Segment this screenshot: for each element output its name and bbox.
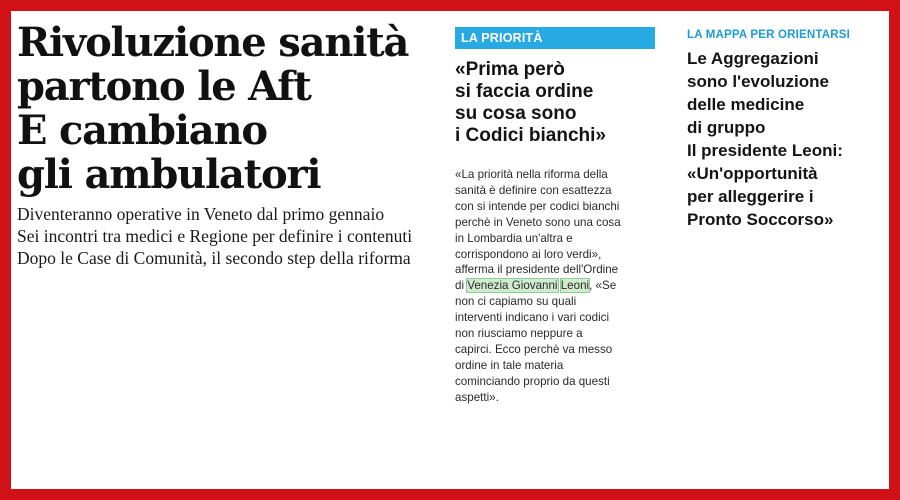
map-column xyxy=(687,27,887,231)
body-text-fragment: di xyxy=(455,279,468,293)
highlighted-surname: Leoni xyxy=(560,279,590,293)
headline-line: E cambiano xyxy=(17,107,267,154)
summary-line: Pronto Soccorso» xyxy=(687,210,834,229)
highlighted-name: Venezia Giovanni xyxy=(467,279,558,293)
newspaper-clipping xyxy=(11,11,889,489)
body-line: interventi indicano i vari codici xyxy=(455,311,610,325)
body-line: perchè in Veneto sono una cosa xyxy=(455,215,621,229)
headline-line: Rivoluzione sanità xyxy=(17,19,409,66)
body-line: sanità è definire con esattezza xyxy=(455,183,612,197)
headline-line: gli ambulatori xyxy=(17,151,321,198)
body-line: cominciando proprio da questi xyxy=(455,374,610,388)
quote-title-line: «Prima però xyxy=(455,59,565,80)
subheading-line: Sei incontri tra medici e Regione per definire i contenuti xyxy=(17,226,413,246)
priority-column xyxy=(455,27,655,406)
quote-title-line: si faccia ordine xyxy=(455,81,594,102)
summary-line: di gruppo xyxy=(687,118,766,137)
body-text-fragment: , «Se xyxy=(589,279,617,293)
summary-line: sono l'evoluzione xyxy=(687,72,829,91)
quote-body xyxy=(455,167,655,406)
subheading-line: Diventeranno operative in Veneto dal primo gennaio xyxy=(17,204,385,224)
body-line: ordine in tale materia xyxy=(455,358,564,372)
summary-line: Le Aggregazioni xyxy=(687,49,819,68)
quote-title-line: i Codici bianchi» xyxy=(455,125,606,146)
body-line: corrispondono ai loro verdi», xyxy=(455,247,602,261)
main-article xyxy=(17,21,447,269)
body-line: non riusciamo neppure a xyxy=(455,327,583,341)
subheading-line: Dopo le Case di Comunità, il secondo step della riforma xyxy=(17,248,411,268)
summary-line: Il presidente Leoni: xyxy=(687,141,843,160)
body-line-highlighted xyxy=(455,278,655,294)
headline xyxy=(17,21,447,197)
body-line: capirci. Ecco perchè va messo xyxy=(455,342,613,356)
body-line: con si intende per codici bianchi xyxy=(455,199,620,213)
section-tag: LA PRIORITÀ xyxy=(455,27,655,49)
body-line: afferma il presidente dell'Ordine xyxy=(455,263,619,277)
body-line: «La priorità nella riforma della xyxy=(455,168,608,181)
quote-title-line: su cosa sono xyxy=(455,103,577,124)
map-summary xyxy=(687,47,887,231)
headline-line: partono le Aft xyxy=(17,63,311,110)
summary-line: per alleggerire i xyxy=(687,187,814,206)
body-line: aspetti». xyxy=(455,390,499,404)
subheadings xyxy=(17,203,447,269)
body-line: non ci capiamo su quali xyxy=(455,295,577,309)
summary-line: delle medicine xyxy=(687,95,805,114)
summary-line: «Un'opportunità xyxy=(687,164,818,183)
section-tag: LA MAPPA PER ORIENTARSI xyxy=(687,29,851,41)
body-line: in Lombardia un'altra e xyxy=(455,231,573,245)
quote-title xyxy=(455,59,655,147)
